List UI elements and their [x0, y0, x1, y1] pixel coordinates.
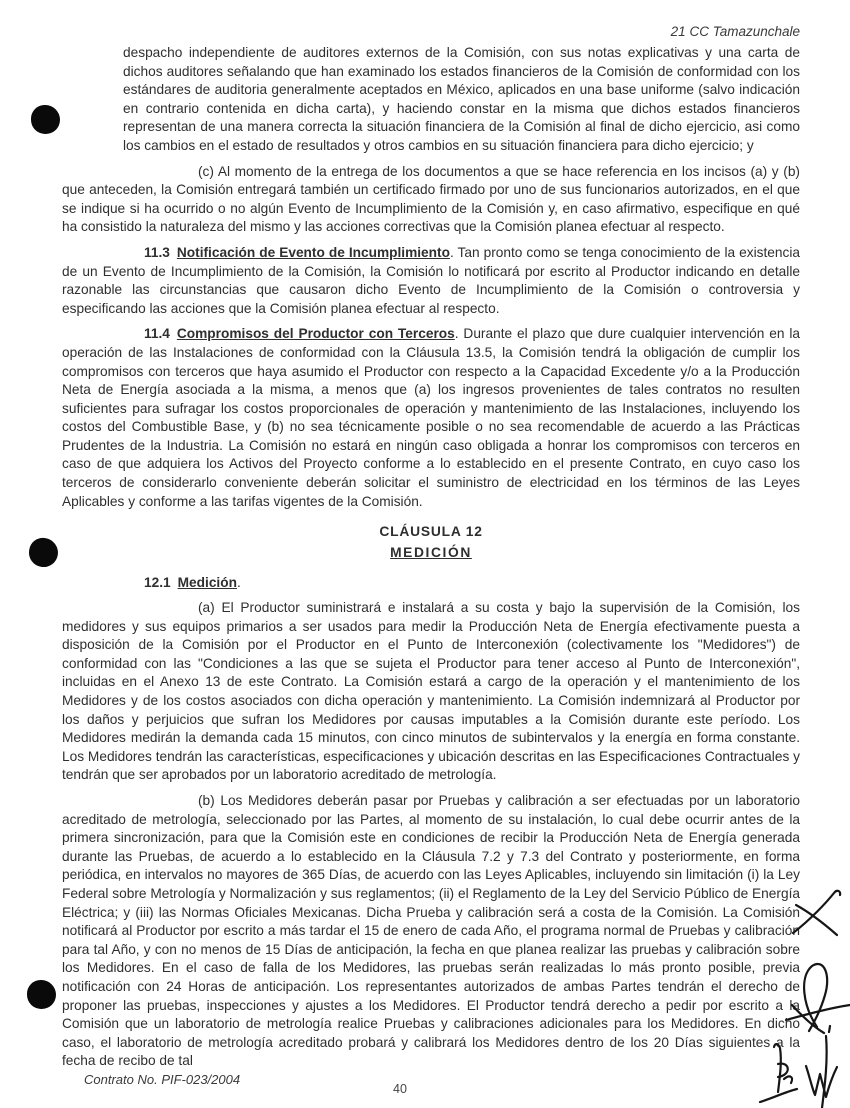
initials-scribble-left-icon — [760, 1044, 797, 1102]
x-scribble-icon — [793, 891, 840, 935]
page-header-reference: 21 CC Tamazunchale — [670, 24, 800, 39]
loop-scribble-icon — [786, 964, 850, 1033]
section-12-1-number: 12.1 — [144, 575, 171, 591]
section-12-1 — [62, 574, 800, 593]
clause-12-number: CLÁUSULA 12 — [379, 524, 483, 540]
section-12-1-title: Medición — [177, 575, 237, 591]
section-11-3-number: 11.3 — [144, 244, 170, 260]
section-11-4-number: 11.4 — [144, 326, 170, 342]
clause-12-heading — [62, 523, 800, 562]
hole-punch-mark-bottom — [27, 980, 56, 1009]
initials-scribble-right-icon — [806, 1026, 837, 1108]
section-11-3-text: . Tan pronto como se tenga conocimiento de la existencia de un Evento de Incumplimiento de la Comisión, la Comisión lo notificará por escrito al Productor indicando en detalle razonable las circunstancias que causaron dicho Evento de Incumplimiento de la Comisión o controversia y especificando las acciones que la Comisión planea efectuar al respecto. — [62, 244, 800, 316]
section-11-4-title: Compromisos del Productor con Terceros — [176, 326, 455, 342]
hole-punch-mark-top — [31, 105, 60, 134]
paragraph-b: (b) Los Medidores deberán pasar por Pruebas y calibración a ser efectuadas por un laboratorio acreditado de metrología, seleccionado por las Partes, al momento de su instalación, lo cual debe ocurrir antes de la primera sincronización, para que la Comisión este en condiciones de recibir la Producción Neta de Energía generada durante las Pruebas, de acuerdo a lo establecido en la Cláusula 7.2 y 7.3 del Contrato y posteriormente, en forma periódica, en intervalos no mayores de 365 Días, de acuerdo con las Leyes Aplicables, incluyendo sin limitación (i) la Ley Federal sobre Metrología y Normalización y sus reglamentos; (ii) el Reglamento de la Ley del Servicio Público de Energía Eléctrica; y (iii) las Normas Oficiales Mexicanas. Dicha Prueba y calibración será a costa de la Comisión. La Comisión notificará al Productor por escrito a más tardar el 15 de enero de cada Año, el programa normal de Pruebas y calibración para tal Año, y con no menos de 15 Días de anticipación, la fecha en que planea realizar las pruebas y calibración sobre los Medidores. En el caso de falla de los Medidores, las pruebas serán realizadas lo más pronto posible, previa notificación con 24 Horas de anticipación. Los representantes autorizados de ambas Partes tendrán el derecho de proponer las pruebas, inspecciones y ajustes a los Medidores. El Productor tendrá derecho a pedir por escrito a la Comisión que un laboratorio de metrología realice Pruebas y calibraciones adicionales para los Medidores. En dicho caso, el laboratorio de metrología acreditado probará y calibrará los Medidores dentro de los 20 Días siguientes a la fecha de recibo de tal — [62, 792, 800, 1069]
document-body — [62, 44, 800, 1078]
section-11-3-title: Notificación de Evento de Incumplimiento — [176, 244, 450, 260]
section-11-3 — [62, 244, 800, 318]
page-number: 40 — [393, 1082, 407, 1096]
section-11-4-text: . Durante el plazo que dure cualquier intervención en la operación de las Instalaciones de conformidad con la Cláusula 13.5, la Comisión tendrá la obligación de cumplir los compromisos con terceros que haya asumido el Productor con respecto a la Capacidad Excedente y/o a la Producción Neta de Energía asociada a la misma, a menos que (a) los ingresos provenientes de tales contratos no resulten suficientes para sufragar los costos proporcionales de operación y mantenimiento de las Instalaciones, incluyendo los costos del Combustible Base, y (b) no sea técnicamente posible o no sea recomendable de acuerdo a las Prácticas Prudentes de la Industria. La Comisión no estará en ningún caso obligada a honrar los compromisos con terceros en caso de que adquiera los Activos del Proyecto conforme a lo establecido en el presente Contrato, en cuyo caso los terceros de considerarlo conveniente deberán solicitar el suministro de electricidad en los términos de las Leyes Aplicables y conforme a las tarifas vigentes de la Comisión. — [62, 326, 800, 509]
paragraph-a: (a) El Productor suministrará e instalará a su costa y bajo la supervisión de la Comisión, los medidores y sus equipos primarios a ser usados para medir la Producción Neta de Energía efectivamente puesta a disposición de la Comisión por el Productor en el Punto de Interconexión (colectivamente los "Medidores") de conformidad con las "Condiciones a las que se sujeta el Productor para tener acceso al Punto de Interconexión", incluidas en el Anexo 13 de este Contrato. La Comisión estará a cargo de la operación y el mantenimiento de los Medidores y de los costos asociados con dicha operación y mantenimiento. La Comisión indemnizará al Productor por los daños y perjuicios que sufran los Medidores por causas imputables a la Comisión durante este período. Los Medidores medirán la demanda cada 15 minutos, con cinco minutos de subintervalos y la energía en forma constante. Los Medidores tendrán las características, especificaciones y ubicación descritas en las Especificaciones Contractuales y tendrán que ser aprobados por un laboratorio acreditado de metrología. — [62, 600, 800, 783]
footer-contract-number: Contrato No. PIF-023/2004 — [84, 1072, 241, 1087]
handwritten-ink-annotations — [740, 878, 850, 1108]
paragraph-c: (c) Al momento de la entrega de los documentos a que se hace referencia en los incisos (a) y (b) que anteceden, la Comisión entregará también un certificado firmado por uno de sus funcionarios autorizados, en el que se indique si ha ocurrido o no algún Evento de Incumplimiento de la Comisión y, en caso afirmativo, especifique en qué ha consistido la naturaleza del mismo y las acciones correctivas que la Comisión planea efectuar al respecto. — [62, 163, 800, 235]
section-11-4 — [62, 325, 800, 511]
hole-punch-mark-middle — [27, 536, 60, 569]
paragraph-continuation: despacho independiente de auditores externos de la Comisión, con sus notas explicativas y una carta de dichos auditores señalando que han examinado los estados financieros de la Comisión de conformidad con los estándares de auditoria generalmente aceptados en México, aplicados en una base uniforme (salvo indicación en contrario contenida en dicha carta), y haciendo constar en la misma que dichos estados financieros representan de una manera correcta la situación financiera de la Comisión al final de dicho ejercicio, asi como los cambios en el estado de resultados y otros cambios en su situación financiera para dicho ejercicio; y — [123, 45, 800, 153]
section-12-1-text: . — [236, 575, 241, 591]
clause-12-title: MEDICIÓN — [390, 544, 472, 560]
